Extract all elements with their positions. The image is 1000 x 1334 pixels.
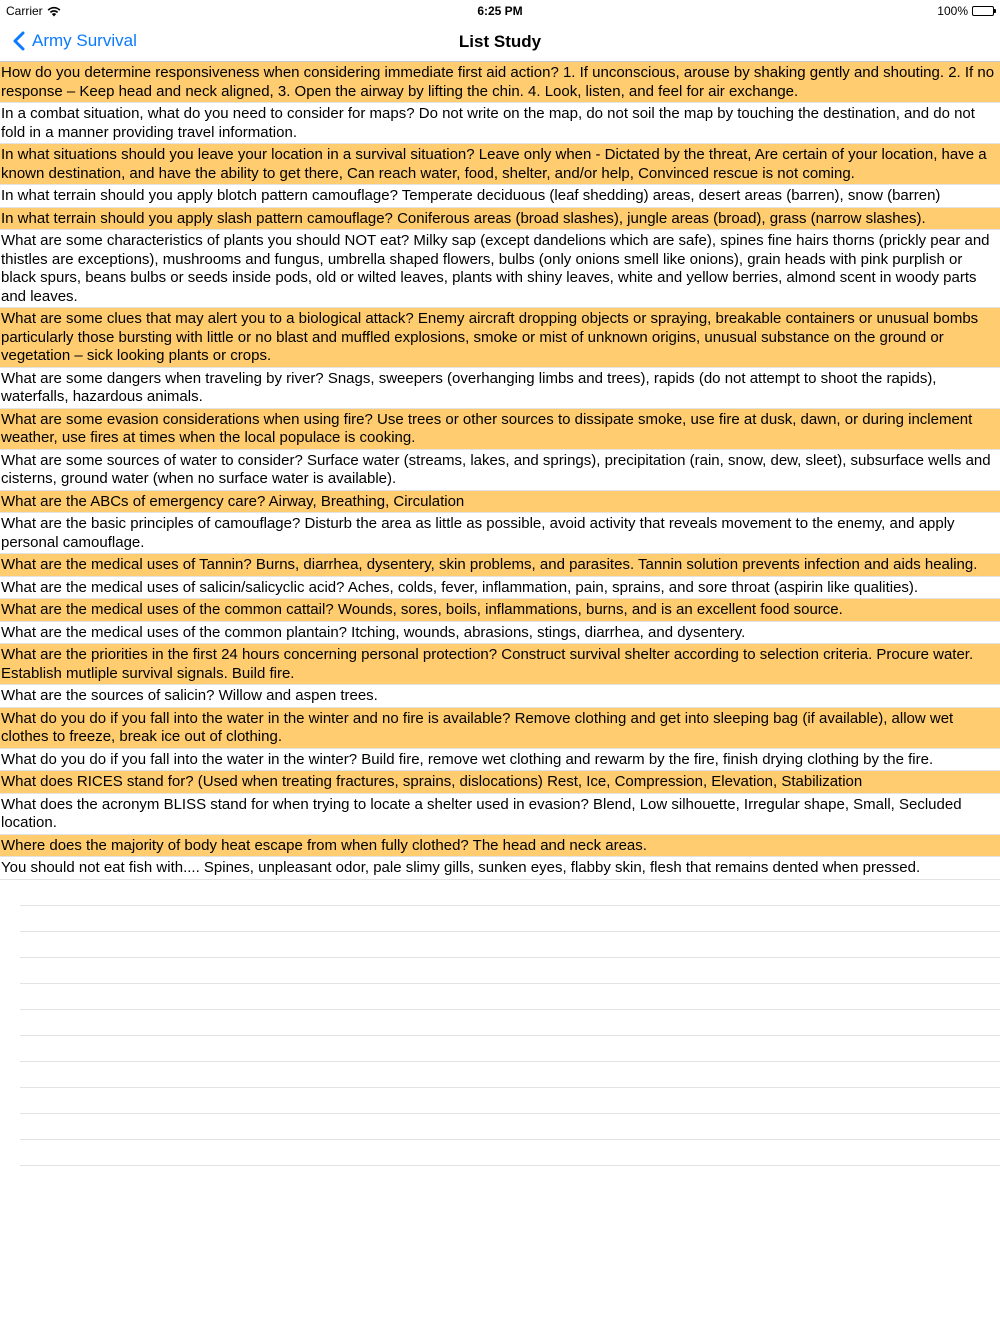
study-list [0, 62, 1000, 1166]
empty-list-row [20, 1088, 1000, 1114]
list-item[interactable]: What are some evasion considerations when using fire? Use trees or other sources to dissipate smoke, use fire at dusk, dawn, or during inclement weather, use fires at times when the local populace is cooking. [0, 409, 1000, 450]
battery-percent: 100% [937, 4, 968, 18]
list-item[interactable]: What are some characteristics of plants you should NOT eat? Milky sap (except dandelions which are safe), spines fine hairs thorns (prickly pear and thistles are exceptions), mushrooms and fungus, umbrella shaped flowers, bulbs (only onions smell like onions), grain heads with pink purplish or black spurs, beans bulbs or seeds inside pods, old or wilted leaves, plants with shiny leaves, white and yellow berries, almond scent in woody parts and leaves. [0, 230, 1000, 308]
empty-list-row [20, 1114, 1000, 1140]
navigation-bar [0, 22, 1000, 62]
list-item[interactable]: Where does the majority of body heat escape from when fully clothed? The head and neck areas. [0, 835, 1000, 858]
page-title: List Study [458, 32, 542, 51]
empty-list-row [20, 1010, 1000, 1036]
empty-list-row [20, 1062, 1000, 1088]
empty-list-row [20, 958, 1000, 984]
list-item[interactable]: What are the basic principles of camouflage? Disturb the area as little as possible, avoid activity that reveals movement to the enemy, and apply personal camouflage. [0, 513, 1000, 554]
clock: 6:25 PM [477, 4, 523, 18]
list-item[interactable]: What do you do if you fall into the water in the winter? Build fire, remove wet clothing and rewarm by the fire, finish drying clothing by the fire. [0, 749, 1000, 772]
list-item[interactable]: What are the ABCs of emergency care? Airway, Breathing, Circulation [0, 491, 1000, 514]
list-item[interactable]: What are the medical uses of the common cattail? Wounds, sores, boils, inflammations, burns, and is an excellent food source. [0, 599, 1000, 622]
list-item[interactable]: What are some dangers when traveling by river? Snags, sweepers (overhanging limbs and trees), rapids (do not attempt to shoot the rapids), waterfalls, hazardous animals. [0, 368, 1000, 409]
list-item[interactable]: What are the priorities in the first 24 hours concerning personal protection? Construct survival shelter according to selection criteria. Procure water. Establish mutliple survival signals. Build fire. [0, 644, 1000, 685]
list-item[interactable]: What are the medical uses of salicin/salicyclic acid? Aches, colds, fever, inflammation, pain, sprains, and sore throat (aspirin like qualities). [0, 577, 1000, 600]
list-item[interactable]: In what terrain should you apply blotch pattern camouflage? Temperate deciduous (leaf shedding) areas, desert areas (barren), snow (barren) [0, 185, 1000, 208]
list-item[interactable]: What are the medical uses of the common plantain? Itching, wounds, abrasions, stings, diarrhea, and dysentery. [0, 622, 1000, 645]
empty-list-row [20, 932, 1000, 958]
empty-list-row [20, 1140, 1000, 1166]
list-item[interactable]: What are some sources of water to consider? Surface water (streams, lakes, and springs), precipitation (rain, snow, dew, sleet), subsurface wells and cisterns, ground water (when no surface water is available). [0, 450, 1000, 491]
status-bar [0, 0, 1000, 22]
empty-list-row [20, 906, 1000, 932]
list-item[interactable]: How do you determine responsiveness when considering immediate first aid action? 1. If unconscious, arouse by shaking gently and shouting. 2. If no response – Keep head and neck aligned, 3. Open the airway by lifting the chin. 4. Look, listen, and feel for air exchange. [0, 62, 1000, 103]
list-item[interactable]: In a combat situation, what do you need to consider for maps? Do not write on the map, do not soil the map by touching the destination, and do not fold in a manner providing travel information. [0, 103, 1000, 144]
battery-icon [972, 6, 994, 16]
list-item[interactable]: What are the medical uses of Tannin? Burns, diarrhea, dysentery, skin problems, and parasites. Tannin solution prevents infection and aids healing. [0, 554, 1000, 577]
empty-list-row [20, 1036, 1000, 1062]
battery-indicator [937, 4, 994, 18]
back-button-label: Army Survival [32, 31, 137, 50]
empty-list-row [20, 880, 1000, 906]
list-item[interactable]: What are some clues that may alert you to a biological attack? Enemy aircraft dropping objects or spraying, breakable containers or unusual bombs particularly those bursting with little or no blast and muffled explosions, smoke or mist of unknown origins, unusual substance on the ground or vegetation – sick looking plants or crops. [0, 308, 1000, 368]
list-item[interactable]: What does RICES stand for? (Used when treating fractures, sprains, dislocations) Rest, Ice, Compression, Elevation, Stabilization [0, 771, 1000, 794]
list-item[interactable]: What does the acronym BLISS stand for when trying to locate a shelter used in evasion? Blend, Low silhouette, Irregular shape, Small, Secluded location. [0, 794, 1000, 835]
list-item[interactable]: What do you do if you fall into the water in the winter and no fire is available? Remove clothing and get into sleeping bag (if available), allow wet clothes to freeze, break ice out of clothing. [0, 708, 1000, 749]
list-item[interactable]: In what terrain should you apply slash pattern camouflage? Coniferous areas (broad slashes), jungle areas (broad), grass (narrow slashes). [0, 208, 1000, 231]
list-item[interactable]: You should not eat fish with.... Spines, unpleasant odor, pale slimy gills, sunken eyes, flabby skin, flesh that remains dented when pressed. [0, 857, 1000, 880]
list-item[interactable]: In what situations should you leave your location in a survival situation? Leave only when - Dictated by the threat, Are certain of your location, have a known destination, and have the ability to get there, Can reach water, food, shelter, and/or help, Convinced rescue is not coming. [0, 144, 1000, 185]
carrier-label: Carrier [6, 4, 43, 18]
list-item[interactable]: What are the sources of salicin? Willow and aspen trees. [0, 685, 1000, 708]
empty-list-row [20, 984, 1000, 1010]
